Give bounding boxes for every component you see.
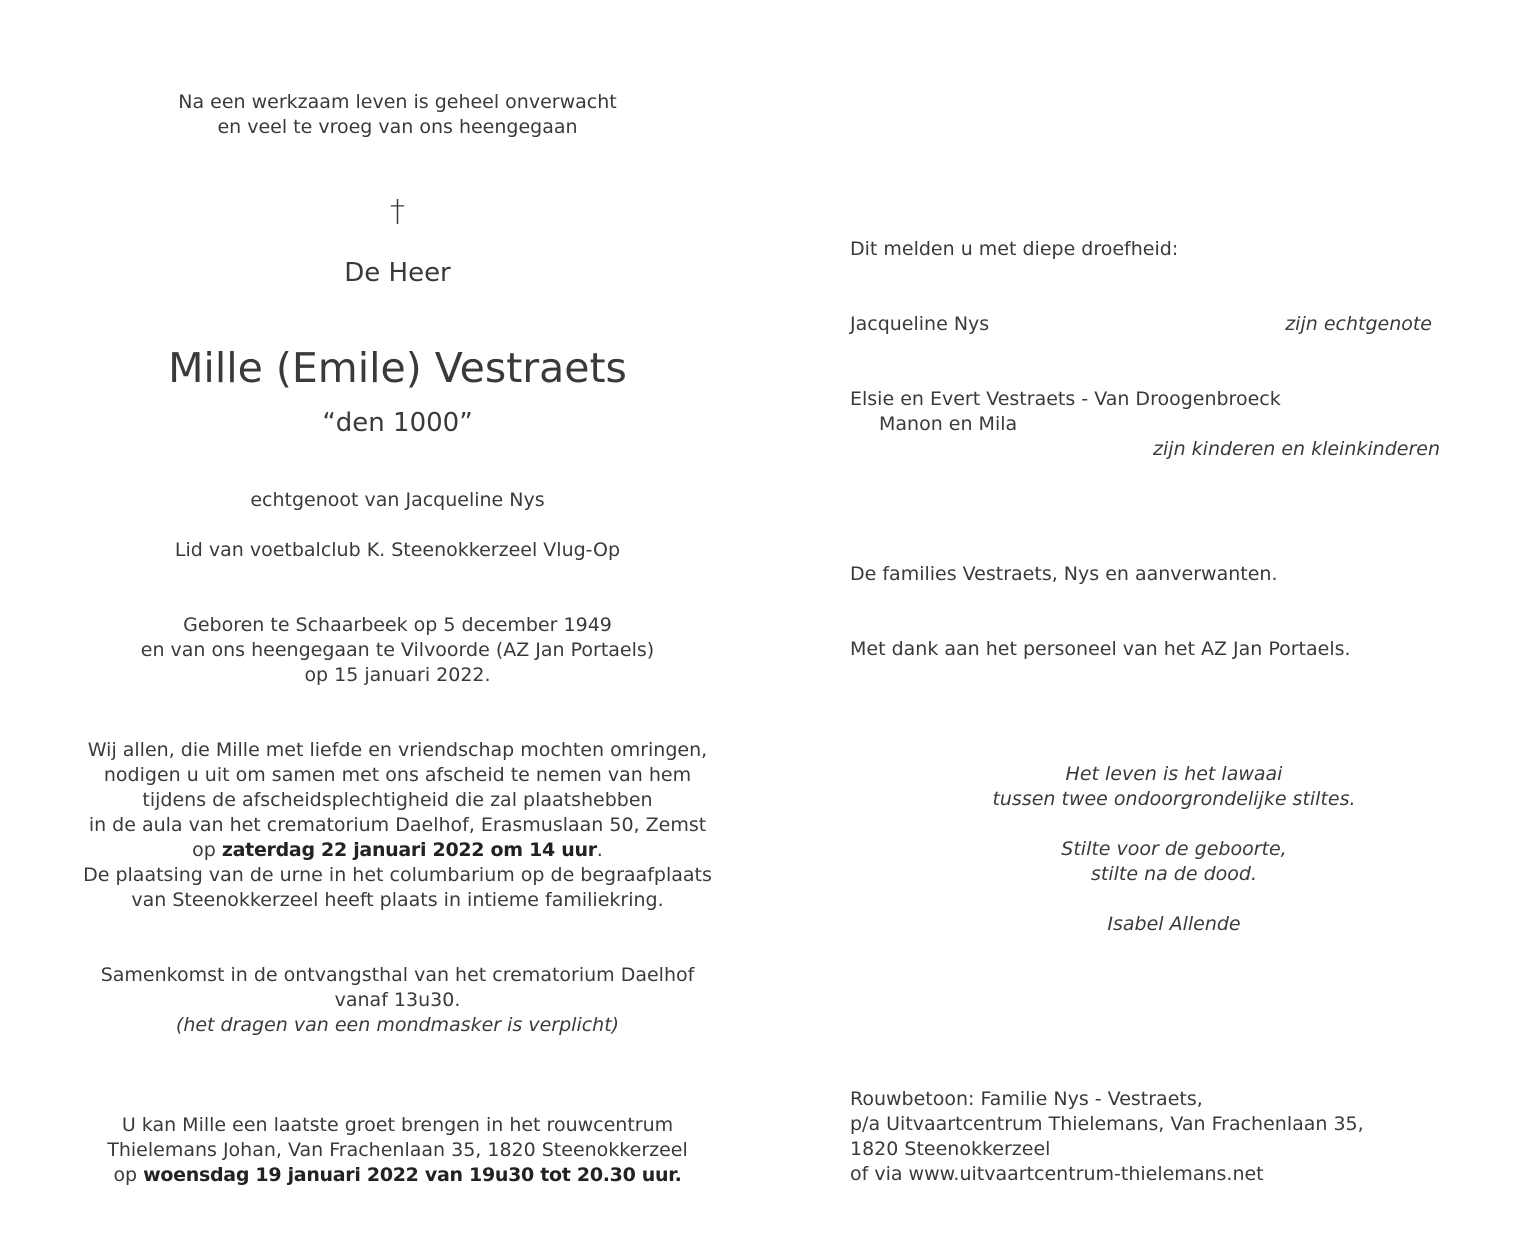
ceremony-date: zaterdag 22 januari 2022 om 14 uur — [221, 839, 597, 861]
ceremony-line: tijdens de afscheidsplechtigheid die zal plaatshebben — [142, 789, 653, 811]
announcement: Dit melden u met diepe droefheid: — [850, 238, 1179, 260]
contact-line: p/a Uitvaartcentrum Thielemans, Van Frachenlaan 35, — [850, 1113, 1364, 1135]
spouse-entry — [850, 312, 1440, 337]
ceremony-line: nodigen u uit om samen met ons afscheid te nemen van hem — [103, 764, 692, 786]
birth-line: Geboren te Schaarbeek op 5 december 1949 — [183, 614, 612, 636]
contact-website: of via www.uitvaartcentrum-thielemans.net — [850, 1163, 1264, 1185]
visit-address: Thielemans Johan, Van Frachenlaan 35, 1820 Steenokkerzeel — [107, 1139, 688, 1161]
intro-text — [40, 90, 755, 140]
contact-line: Rouwbetoon: Familie Nys - Vestraets, — [850, 1088, 1203, 1110]
left-column — [40, 0, 755, 1253]
quote-line: Stilte voor de geboorte, — [1061, 838, 1287, 860]
quote-author: Isabel Allende — [1107, 913, 1241, 935]
spouse-line: echtgenoot van Jacqueline Nys — [250, 489, 545, 511]
spouse-name: Jacqueline Nys — [850, 313, 990, 335]
quote-line: Het leven is het lawaai — [1065, 763, 1283, 785]
ceremony-date-line — [40, 838, 755, 863]
ceremony-line: in de aula van het crematorium Daelhof, Erasmuslaan 50, Zemst — [88, 814, 707, 836]
quote-line: stilte na de dood. — [1090, 863, 1257, 885]
ceremony-date-suffix: . — [596, 839, 603, 861]
quote-block — [850, 762, 1498, 937]
gathering-line: Samenkomst in de ontvangsthal van het crematorium Daelhof — [100, 964, 695, 986]
gathering-info — [40, 963, 755, 1038]
families-line: De families Vestraets, Nys en aanverwanten. — [850, 563, 1278, 585]
children-entry — [850, 387, 1440, 462]
death-line: en van ons heengegaan te Vilvoorde (AZ Jan Portaels) — [140, 639, 655, 661]
mask-note: (het dragen van een mondmasker is verplicht) — [175, 1014, 620, 1036]
gathering-time: vanaf 13u30. — [334, 989, 461, 1011]
honorific: De Heer — [344, 258, 451, 288]
ceremony-date-prefix: op — [192, 839, 222, 861]
visit-info — [40, 1113, 755, 1188]
intro-line: en veel te vroeg van ons heengegaan — [217, 116, 578, 138]
cross-icon: † — [390, 194, 405, 229]
urn-line: De plaatsing van de urne in het columbarium op de begraafplaats — [83, 864, 712, 886]
visit-line: U kan Mille een laatste groet brengen in het rouwcentrum — [121, 1114, 674, 1136]
contact-block — [850, 1087, 1450, 1187]
children-names: Elsie en Evert Vestraets - Van Droogenbroeck — [850, 388, 1281, 410]
contact-line: 1820 Steenokkerzeel — [850, 1138, 1051, 1160]
ceremony-line: Wij allen, die Mille met liefde en vriendschap mochten omringen, — [87, 739, 708, 761]
deceased-name: Mille (Emile) Vestraets — [168, 344, 627, 392]
spouse-relation: zijn echtgenote — [1285, 313, 1432, 335]
nickname: “den 1000” — [322, 408, 473, 438]
thanks-line: Met dank aan het personeel van het AZ Jan Portaels. — [850, 638, 1351, 660]
visit-date-prefix: op — [113, 1164, 144, 1186]
death-date: op 15 januari 2022. — [304, 664, 491, 686]
right-column — [850, 0, 1450, 1253]
urn-line: van Steenokkerzeel heeft plaats in intieme familiekring. — [131, 889, 664, 911]
children-relation: zijn kinderen en kleinkinderen — [1153, 438, 1440, 460]
quote-line: tussen twee ondoorgrondelijke stiltes. — [992, 788, 1356, 810]
birth-death-info — [40, 613, 755, 688]
grandchildren-names: Manon en Mila — [879, 413, 1018, 435]
ceremony-info — [40, 738, 755, 913]
visit-date-line — [40, 1163, 755, 1188]
visit-date: woensdag 19 januari 2022 van 19u30 tot 20.30 uur. — [143, 1164, 682, 1186]
intro-line: Na een werkzaam leven is geheel onverwacht — [178, 91, 617, 113]
club-line: Lid van voetbalclub K. Steenokkerzeel Vlug-Op — [174, 539, 621, 561]
